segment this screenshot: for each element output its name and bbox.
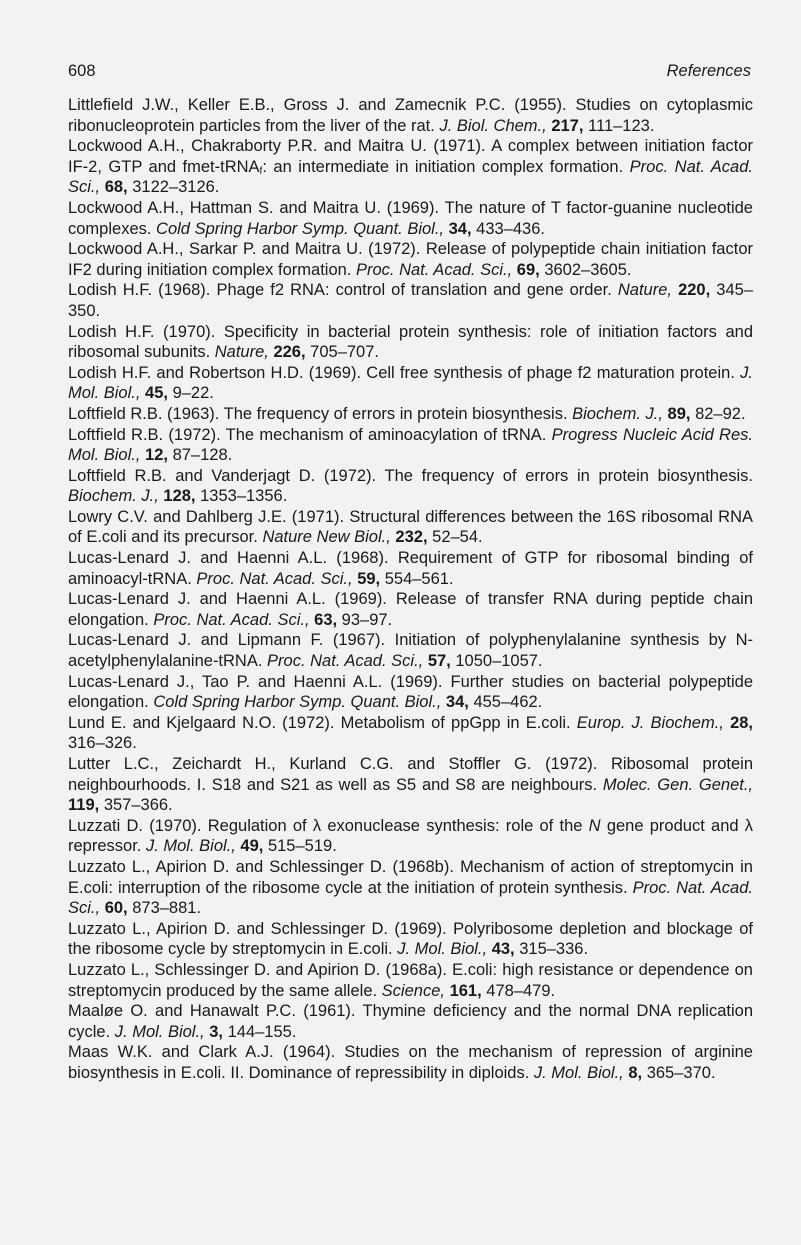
reference-volume: 28, bbox=[730, 713, 753, 732]
reference-title: Thymine deficiency and the normal DNA replication cycle. bbox=[68, 1002, 753, 1041]
reference-volume: 119, bbox=[68, 796, 100, 815]
reference-journal: Proc. Nat. Acad. Sci., bbox=[68, 157, 753, 197]
reference-volume: 161, bbox=[449, 981, 482, 1000]
reference-journal: J. Biol. Chem., bbox=[439, 116, 547, 135]
reference-volume: 60, bbox=[104, 899, 128, 918]
reference-volume: 220, bbox=[678, 281, 711, 300]
reference-entry bbox=[68, 713, 753, 754]
reference-pages: 705–707. bbox=[310, 343, 379, 362]
reference-volume: 63, bbox=[314, 610, 338, 629]
reference-authors: Loftfield R.B. (1963). bbox=[68, 404, 220, 423]
reference-authors: Lucas-Lenard J. and Haenni A.L. (1969). bbox=[68, 590, 387, 609]
reference-volume: 8, bbox=[628, 1063, 643, 1082]
reference-volume: 89, bbox=[667, 404, 691, 423]
reference-authors: Lockwood A.H., Chakraborty P.R. and Maitra U. (1971). bbox=[68, 137, 486, 156]
reference-journal: Proc. Nat. Acad. Sci., bbox=[355, 260, 513, 279]
reference-volume: 43, bbox=[491, 940, 515, 959]
reference-authors: Lodish H.F. (1968). bbox=[68, 281, 211, 300]
reference-entry bbox=[68, 1001, 753, 1042]
reference-authors: Lund E. and Kjelgaard N.O. (1972). bbox=[68, 713, 335, 732]
reference-authors: Lutter L.C., Zeichardt H., Kurland C.G. and Stoffler G. (1972). bbox=[68, 755, 598, 773]
reference-entry bbox=[68, 280, 753, 321]
reference-entry bbox=[68, 630, 753, 671]
reference-title: Cell free synthesis of phage f2 maturation protein. bbox=[366, 363, 735, 382]
reference-authors: Lodish H.F. and Robertson H.D. (1969). bbox=[68, 363, 362, 382]
reference-journal: Proc. Nat. Acad. Sci., bbox=[68, 878, 753, 918]
reference-entry bbox=[68, 589, 753, 630]
reference-pages: 1050–1057. bbox=[455, 652, 543, 671]
reference-entry bbox=[68, 919, 753, 960]
reference-entry bbox=[68, 404, 753, 425]
reference-title: The mechanism of aminoacylation of tRNA. bbox=[225, 425, 547, 444]
reference-entry bbox=[68, 548, 753, 589]
reference-volume: 232, bbox=[395, 528, 428, 547]
reference-journal: Europ. J. Biochem., bbox=[576, 713, 724, 732]
reference-journal: J. Mol. Biol., bbox=[114, 1022, 205, 1041]
reference-authors: Luzzato L., Schlessinger D. and Apirion D. (1968a). bbox=[68, 960, 447, 979]
reference-journal: Biochem. J., bbox=[572, 404, 663, 423]
reference-title: Release of polypeptide chain initiation factor IF2 during initiation complex formation. bbox=[68, 240, 753, 279]
reference-list bbox=[68, 95, 753, 1084]
reference-pages: 87–128. bbox=[172, 446, 233, 465]
reference-entry bbox=[68, 425, 753, 466]
reference-journal: Science, bbox=[381, 981, 445, 1000]
page-number: 608 bbox=[68, 62, 96, 80]
reference-pages: 455–462. bbox=[473, 693, 543, 712]
reference-volume: 59, bbox=[357, 569, 381, 588]
reference-pages: 52–54. bbox=[432, 528, 483, 547]
reference-title-continued: gene product and λ repressor. bbox=[68, 816, 754, 856]
reference-title: Metabolism of ppGpp in E.coli. bbox=[340, 713, 571, 732]
reference-volume: 226, bbox=[273, 343, 306, 362]
reference-title: The frequency of errors in protein biosynthesis. bbox=[384, 466, 754, 485]
reference-authors: Lowry C.V. and Dahlberg J.E. (1971). bbox=[68, 507, 345, 526]
reference-pages: 316–326. bbox=[68, 734, 137, 753]
reference-title: Mechanism of action of streptomycin in E.coli: interruption of the ribosome cycle at the initiation of protein synthesis. bbox=[68, 857, 753, 897]
reference-authors: Lockwood A.H., Sarkar P. and Maitra U. (1972). bbox=[68, 240, 421, 259]
reference-volume: 128, bbox=[163, 487, 196, 506]
reference-entry bbox=[68, 754, 753, 816]
reference-pages: 478–479. bbox=[486, 981, 556, 1000]
reference-entry bbox=[68, 672, 753, 713]
reference-volume: 3, bbox=[209, 1022, 223, 1041]
reference-entry bbox=[68, 198, 753, 239]
reference-volume: 57, bbox=[427, 652, 451, 671]
reference-journal: Biochem. J., bbox=[68, 487, 159, 506]
reference-entry bbox=[68, 322, 753, 363]
running-title: References bbox=[666, 62, 751, 80]
reference-title: Specificity in bacterial protein synthesis: role of initiation factors and ribosomal subunits. bbox=[68, 322, 754, 362]
reference-journal: Proc. Nat. Acad. Sci., bbox=[153, 610, 310, 629]
reference-volume: 34, bbox=[445, 693, 469, 712]
reference-volume: 45, bbox=[145, 384, 168, 403]
reference-authors: Lucas-Lenard J., Tao P. and Haenni A.L. (1969). bbox=[68, 672, 443, 691]
reference-authors: Luzzato L., Apirion D. and Schlessinger D. (1969). bbox=[68, 919, 447, 938]
reference-volume: 69, bbox=[516, 260, 540, 279]
reference-title: Phage f2 RNA: control of translation and gene order. bbox=[216, 281, 612, 300]
reference-title: The nature of T factor-guanine nucleotide complexes. bbox=[68, 198, 753, 238]
reference-entry bbox=[68, 816, 753, 857]
reference-journal: Proc. Nat. Acad. Sci., bbox=[196, 569, 353, 588]
reference-pages: 515–519. bbox=[267, 837, 337, 856]
reference-title: Ribosomal protein neighbourhoods. I. S18 and S21 as well as S5 and S8 are neighbours. bbox=[68, 755, 753, 794]
reference-title-italic: N bbox=[588, 816, 601, 835]
reference-entry bbox=[68, 95, 753, 136]
reference-entry bbox=[68, 857, 753, 919]
reference-entry bbox=[68, 363, 753, 404]
reference-journal: Cold Spring Harbor Symp. Quant. Biol., bbox=[153, 693, 442, 712]
reference-title: Initiation of polyphenylalanine synthesis by N-acetylphenylalanine-tRNA. bbox=[68, 631, 754, 671]
reference-journal: J. Mol. Biol., bbox=[397, 940, 488, 959]
reference-journal: Nature, bbox=[617, 281, 672, 300]
reference-entry bbox=[68, 507, 753, 548]
reference-title-subscript: f bbox=[259, 165, 263, 177]
page-header bbox=[68, 62, 751, 86]
reference-entry bbox=[68, 466, 753, 507]
reference-title: Regulation of λ exonuclease synthesis: role of the bbox=[207, 816, 583, 835]
reference-journal: J. Mol. Biol., bbox=[145, 837, 236, 856]
reference-authors: Maaløe O. and Hanawalt P.C. (1961). bbox=[68, 1002, 356, 1021]
reference-entry bbox=[68, 1042, 753, 1083]
reference-journal: J. Mol. Biol., bbox=[533, 1063, 624, 1082]
reference-title-continued: : an intermediate in initiation complex formation. bbox=[262, 157, 624, 176]
reference-volume: 12, bbox=[145, 446, 168, 465]
reference-pages: 82–92. bbox=[695, 404, 746, 423]
reference-pages: 93–97. bbox=[341, 610, 393, 629]
reference-pages: 345–350. bbox=[68, 281, 753, 320]
reference-title: Studies on the mechanism of repression of arginine biosynthesis in E.coli. II. Dominance of repressibility in diploids. bbox=[68, 1043, 753, 1082]
reference-journal: Nature New Biol., bbox=[262, 528, 391, 547]
reference-volume: 217, bbox=[551, 116, 584, 135]
reference-pages: 315–336. bbox=[519, 940, 589, 959]
reference-volume: 68, bbox=[104, 178, 128, 197]
reference-authors: Lockwood A.H., Hattman S. and Maitra U. (1969). bbox=[68, 198, 440, 217]
reference-pages: 433–436. bbox=[476, 219, 545, 238]
reference-entry bbox=[68, 960, 753, 1001]
reference-title: The frequency of errors in protein biosynthesis. bbox=[223, 404, 568, 423]
reference-title: Polyribosome depletion and blockage of the ribosome cycle by streptomycin in E.coli. bbox=[68, 919, 753, 959]
reference-title: Release of transfer RNA during peptide chain elongation. bbox=[68, 590, 753, 629]
reference-authors: Maas W.K. and Clark A.J. (1964). bbox=[68, 1043, 336, 1062]
reference-authors: Luzzati D. (1970). bbox=[68, 816, 202, 835]
reference-journal: Cold Spring Harbor Symp. Quant. Biol., bbox=[156, 219, 445, 238]
reference-pages: 873–881. bbox=[132, 899, 202, 918]
reference-entry bbox=[68, 136, 753, 198]
reference-title: A complex between initiation factor IF-2, GTP and fmet-tRNA bbox=[68, 137, 753, 176]
reference-pages: 554–561. bbox=[384, 569, 454, 588]
reference-title: Further studies on bacterial polypeptide elongation. bbox=[68, 672, 753, 712]
reference-authors: Loftfield R.B. (1972). bbox=[68, 425, 221, 444]
reference-journal: Nature, bbox=[214, 343, 269, 362]
reference-pages: 1353–1356. bbox=[200, 487, 288, 506]
reference-volume: 34, bbox=[448, 219, 472, 238]
reference-journal: Molec. Gen. Genet., bbox=[602, 775, 753, 794]
reference-pages: 365–370. bbox=[646, 1063, 716, 1082]
reference-title: Studies on cytoplasmic ribonucleoprotein particles from the liver of the rat. bbox=[68, 96, 754, 135]
reference-pages: 3602–3605. bbox=[544, 260, 632, 279]
reference-pages: 111–123. bbox=[588, 116, 655, 135]
reference-authors: Luzzato L., Apirion D. and Schlessinger D. (1968b). bbox=[68, 857, 454, 876]
reference-authors: Lodish H.F. (1970). bbox=[68, 322, 216, 341]
reference-volume: 49, bbox=[240, 837, 264, 856]
reference-title: Requirement of GTP for ribosomal binding of aminoacyl-tRNA. bbox=[68, 549, 753, 588]
reference-pages: 9–22. bbox=[172, 384, 214, 403]
reference-authors: Loftfield R.B. and Vanderjagt D. (1972). bbox=[68, 466, 377, 485]
reference-authors: Lucas-Lenard J. and Lipmann F. (1967). bbox=[68, 631, 386, 650]
reference-authors: Lucas-Lenard J. and Haenni A.L. (1968). bbox=[68, 549, 389, 568]
reference-journal: J. Mol. Biol., bbox=[68, 363, 753, 403]
reference-pages: 144–155. bbox=[227, 1022, 297, 1041]
reference-journal: Proc. Nat. Acad. Sci., bbox=[267, 652, 424, 671]
reference-title: E.coli: high resistance or dependence on streptomycin produced by the same allele. bbox=[68, 960, 753, 1000]
reference-pages: 3122–3126. bbox=[132, 178, 220, 197]
reference-journal: Progress Nucleic Acid Res. Mol. Biol., bbox=[68, 425, 753, 465]
reference-authors: Littlefield J.W., Keller E.B., Gross J. and Zamecnik P.C. (1955). bbox=[68, 96, 567, 114]
reference-entry bbox=[68, 239, 753, 280]
reference-title: Structural differences between the 16S ribosomal RNA of E.coli and its precursor. bbox=[68, 507, 753, 547]
reference-pages: 357–366. bbox=[103, 796, 173, 815]
